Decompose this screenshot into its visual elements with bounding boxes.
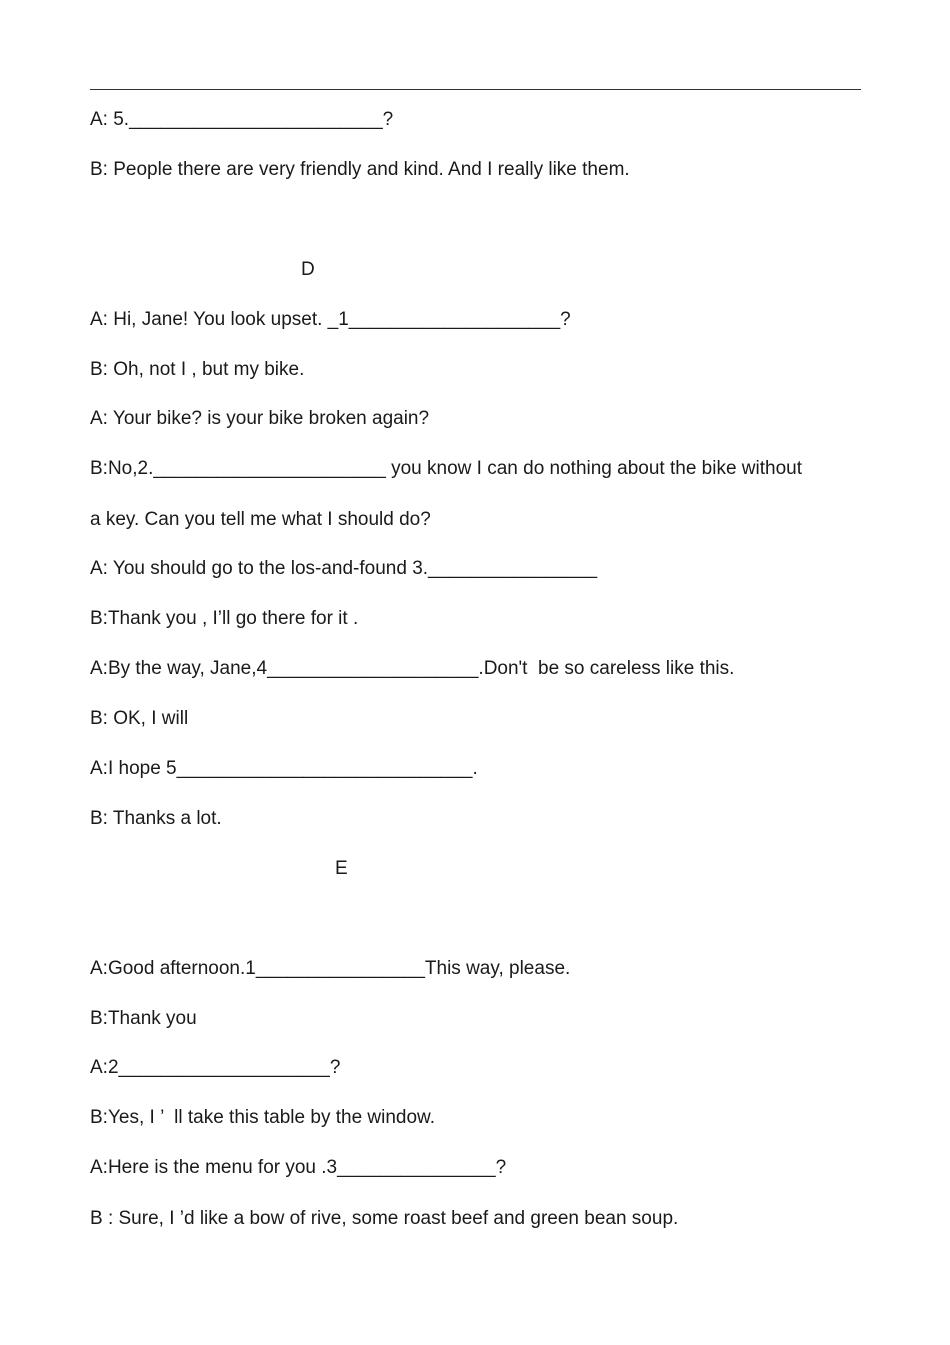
e-line-6: B : Sure, I ’d like a bow of rive, some roast beef and green bean soup. — [90, 1208, 679, 1229]
c-line-1: A: 5.________________________? — [90, 109, 394, 130]
e-line-1: A:Good afternoon.1________________This way, please. — [90, 958, 571, 979]
d-line-4: B:No,2.______________________ you know I can do nothing about the bike without — [90, 458, 803, 479]
e-line-4: B:Yes, I ’ ll take this table by the window. — [90, 1107, 436, 1128]
d-line-9: B: OK, I will — [90, 708, 189, 729]
d-line-11: B: Thanks a lot. — [90, 808, 222, 829]
d-line-6: A: You should go to the los-and-found 3.________________ — [90, 558, 598, 579]
d-line-8: A:By the way, Jane,4____________________.Don't be so careless like this. — [90, 658, 735, 679]
top-rule — [90, 89, 861, 90]
c-line-2: B: People there are very friendly and kind. And I really like them. — [90, 159, 630, 180]
d-line-1: A: Hi, Jane! You look upset. _1____________________? — [90, 309, 571, 330]
d-line-5: a key. Can you tell me what I should do? — [90, 509, 431, 530]
d-line-2: B: Oh, not I , but my bike. — [90, 359, 305, 380]
e-line-5: A:Here is the menu for you .3_______________? — [90, 1157, 507, 1178]
d-line-10: A:I hope 5____________________________. — [90, 758, 478, 779]
d-line-7: B:Thank you , I’ll go there for it . — [90, 608, 359, 629]
d-line-3: A: Your bike? is your bike broken again? — [90, 408, 430, 429]
e-line-2: B:Thank you — [90, 1008, 197, 1029]
e-line-3: A:2____________________? — [90, 1057, 341, 1078]
section-e-heading: E — [335, 858, 348, 879]
section-d-heading: D — [301, 259, 315, 280]
